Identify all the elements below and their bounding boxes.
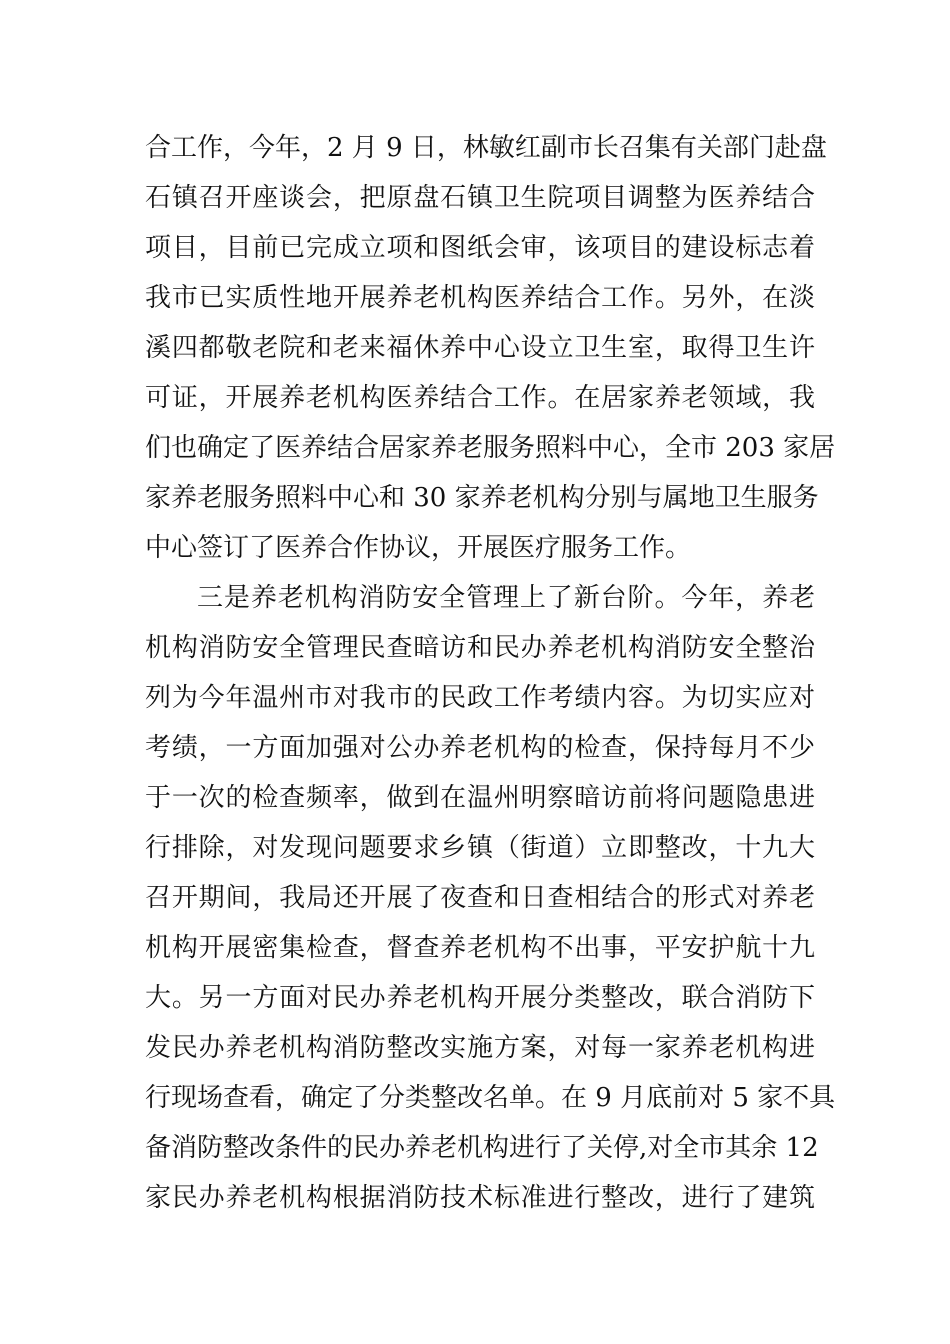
text-line: 机构开展密集检查，督查养老机构不出事，平安护航十九	[145, 933, 815, 963]
text-line: 可证，开展养老机构医养结合工作。在居家养老领域，我	[145, 383, 815, 413]
text-line: 中心签订了医养合作协议，开展医疗服务工作。	[145, 533, 692, 563]
text-line: 石镇召开座谈会，把原盘石镇卫生院项目调整为医养结合	[145, 183, 815, 213]
text-line: 项目，目前已完成立项和图纸会审，该项目的建设标志着	[145, 233, 815, 263]
text-line: 召开期间，我局还开展了夜查和日查相结合的形式对养老	[145, 883, 815, 913]
text-line: 备消防整改条件的民办养老机构进行了关停,对全市其余 12	[145, 1133, 819, 1163]
text-line: 发民办养老机构消防整改实施方案，对每一家养老机构进	[145, 1033, 815, 1063]
paragraph-first-line: 三是养老机构消防安全管理上了新台阶。今年，养老	[197, 583, 815, 613]
text-line: 行排除，对发现问题要求乡镇（街道）立即整改，十九大	[145, 833, 815, 863]
text-line: 机构消防安全管理民查暗访和民办养老机构消防安全整治	[145, 633, 815, 663]
text-line: 我市已实质性地开展养老机构医养结合工作。另外，在淡	[145, 283, 815, 313]
text-line: 溪四都敬老院和老来福休养中心设立卫生室，取得卫生许	[145, 333, 815, 363]
text-line: 大。另一方面对民办养老机构开展分类整改，联合消防下	[145, 983, 815, 1013]
text-line: 们也确定了医养结合居家养老服务照料中心，全市 203 家居	[145, 433, 836, 463]
text-line: 行现场查看，确定了分类整改名单。在 9 月底前对 5 家不具	[145, 1083, 836, 1113]
text-line: 家养老服务照料中心和 30 家养老机构分别与属地卫生服务	[145, 483, 819, 513]
text-line: 考绩，一方面加强对公办养老机构的检查，保持每月不少	[145, 733, 815, 763]
text-line: 于一次的检查频率，做到在温州明察暗访前将问题隐患进	[145, 783, 815, 813]
text-line: 合工作，今年，2 月 9 日，林敏红副市长召集有关部门赴盘	[145, 133, 827, 163]
text-line: 列为今年温州市对我市的民政工作考绩内容。为切实应对	[145, 683, 815, 713]
text-line: 家民办养老机构根据消防技术标准进行整改，进行了建筑	[145, 1183, 815, 1213]
